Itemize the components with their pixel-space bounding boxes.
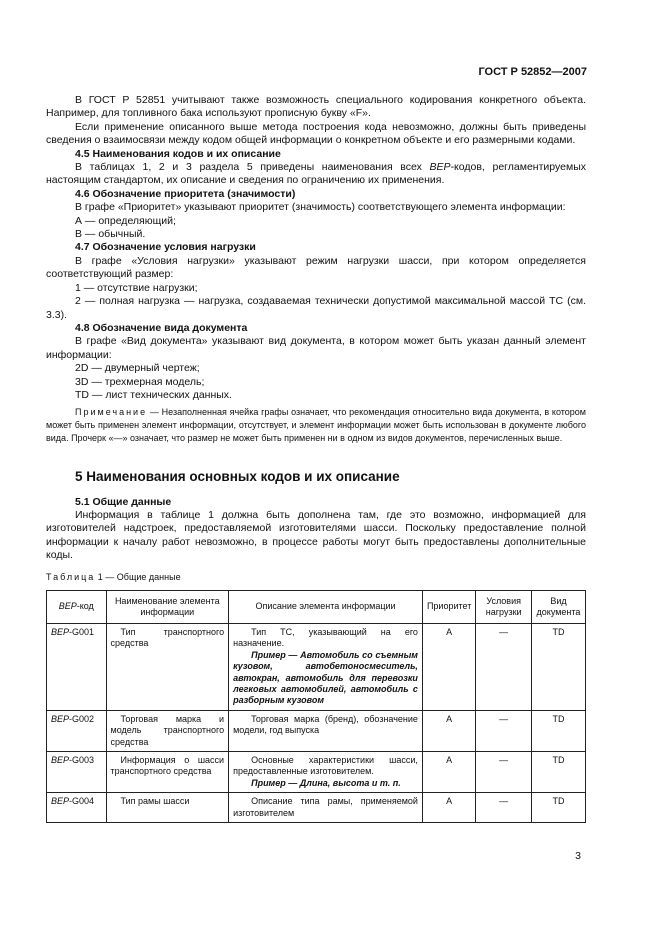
note-text: — Незаполненная ячейка графы означает, что рекомендация относительно вида документа, в котором может быть применен элемент информации, отсутствует, и элемент информации может быть использован в документе любого вида. Прочерк «—» означает, что размер не может быть применен ни в одном из видов документов, перечисленных выше. (46, 407, 586, 443)
code-suffix: -G001 (69, 626, 95, 637)
cell-doc: TD (532, 623, 586, 710)
paragraph: Если применение описанного выше метода построения кода невозможно, должны быть приведены сведения о взаимосвязи между кодом общей информации о конкретном объекте и его размерными кодами. (46, 120, 586, 147)
header-code-italic: ВЕР (58, 601, 77, 612)
cell-priority: А (422, 623, 475, 710)
description-text: Тип ТС, указывающий на его назначение. (233, 626, 418, 649)
table-header-row (47, 590, 586, 623)
list-item: 1 — отсутствие нагрузки; (75, 281, 198, 294)
description-text: Описание типа рамы, применяемой изготовителем (233, 796, 418, 818)
header-load: Условия нагрузки (476, 590, 532, 623)
header-description: Описание элемента информации (229, 590, 423, 623)
cell-description (229, 793, 423, 823)
list-item: TD — лист технических данных. (75, 388, 232, 401)
general-data-table (46, 590, 586, 823)
text-run: В таблицах 1, 2 и 3 раздела 5 приведены наименования всех (75, 161, 430, 174)
note (46, 406, 586, 444)
section-heading-4-6: 4.6 Обозначение приоритета (значимости) (75, 187, 296, 200)
section-heading-4-8: 4.8 Обозначение вида документа (75, 321, 248, 334)
cell-code (47, 793, 107, 823)
list-item: 2D — двумерный чертеж; (75, 362, 200, 375)
cell-load: — (476, 623, 532, 710)
cell-doc: TD (532, 752, 586, 793)
note-label: Примечание (75, 407, 148, 418)
code-suffix: -G002 (69, 713, 95, 724)
cell-priority: А (422, 752, 475, 793)
table-caption (46, 571, 586, 584)
cell-load: — (476, 710, 532, 751)
header-code-rest: -код (76, 601, 94, 612)
header-priority: Приоритет (422, 590, 475, 623)
section-heading-4-5: 4.5 Наименования кодов и их описание (75, 147, 281, 160)
page-body (46, 94, 586, 823)
cell-load: — (476, 752, 532, 793)
cell-name: Информация о шасси транспортного средства (106, 752, 229, 793)
text-run: -кодов, регламентируемых настоящим стандартом, их описание и сведения по ограничению их применения. (46, 161, 586, 187)
page-header-standard: ГОСТ Р 52852—2007 (478, 66, 587, 78)
cell-doc: TD (532, 710, 586, 751)
list-item: В — обычный. (75, 228, 146, 241)
table-caption-text: 1 — Общие данные (95, 571, 181, 582)
cell-priority: А (422, 793, 475, 823)
cell-description (229, 623, 423, 710)
cell-code (47, 752, 107, 793)
table-caption-label: Таблица (46, 571, 96, 582)
paragraph: В графе «Вид документа» указывают вид документа, в котором может быть указан данный элемент информации: (46, 335, 586, 361)
header-name: Наименование элемента информации (106, 590, 229, 623)
text-run-italic: ВЕР (429, 161, 451, 174)
code-suffix: -G004 (69, 796, 95, 807)
description-text: Основные характеристики шасси, предоставленные изготовителем. (233, 755, 418, 777)
cell-description (229, 752, 423, 793)
description-example: Пример — Длина, высота и т. п. (251, 777, 401, 788)
cell-name: Торговая марка и модель транспортного средства (106, 710, 229, 751)
list-item: 2 — полная нагрузка — нагрузка, создаваемая технически допустимой максимальной массой ТС (см. 3.3). (46, 295, 586, 321)
table-row (47, 752, 586, 793)
header-doc: Вид документа (532, 590, 586, 623)
description-example: Пример — Автомобиль со съемным кузовом, автобетоносмеситель, автокран, автомобиль для перевозки легковых автомобилей, автомобиль с разборным кузовом (233, 649, 418, 706)
section-heading-4-7: 4.7 Обозначение условия нагрузки (75, 241, 256, 254)
paragraph: Информация в таблице 1 должна быть дополнена там, где это возможно, информацией для изготовителей надстроек, предоставляемой изготовителями шасси. Поскольку предоставление полной информации к началу работ невозможно, в процессе работы могут быть предоставлены дополнительные коды. (46, 508, 586, 562)
table-row (47, 710, 586, 751)
cell-code (47, 623, 107, 710)
table-row (47, 623, 586, 710)
section-heading-5-1: 5.1 Общие данные (75, 495, 172, 508)
cell-description (229, 710, 423, 751)
section-heading-5: 5 Наименования основных кодов и их описание (75, 469, 400, 485)
header-code (47, 590, 107, 623)
page-number: 3 (575, 850, 581, 862)
paragraph: В ГОСТ Р 52851 учитывают также возможность специального кодирования конкретного объекта. Например, для топливного бака используют прописную букву «F». (46, 94, 586, 120)
cell-load: — (476, 793, 532, 823)
paragraph: В графе «Приоритет» указывают приоритет (значимость) соответствующего элемента информации: (75, 201, 566, 214)
table-row (47, 793, 586, 823)
code-prefix: ВЕР (51, 626, 70, 637)
cell-doc: TD (532, 793, 586, 823)
code-prefix: ВЕР (51, 755, 70, 766)
cell-name: Тип транспортного средства (106, 623, 229, 710)
cell-code (47, 710, 107, 751)
paragraph: В графе «Условия нагрузки» указывают режим нагрузки шасси, при котором определяется соответствующий размер: (46, 254, 586, 281)
list-item: 3D — трехмерная модель; (75, 375, 205, 388)
list-item: А — определяющий; (75, 214, 176, 227)
code-prefix: ВЕР (51, 796, 70, 807)
paragraph (46, 161, 586, 188)
code-prefix: ВЕР (51, 713, 70, 724)
cell-name: Тип рамы шасси (106, 793, 229, 823)
code-suffix: -G003 (69, 755, 95, 766)
description-text: Торговая марка (бренд), обозначение модели, год выпуска (233, 713, 418, 736)
cell-priority: А (422, 710, 475, 751)
